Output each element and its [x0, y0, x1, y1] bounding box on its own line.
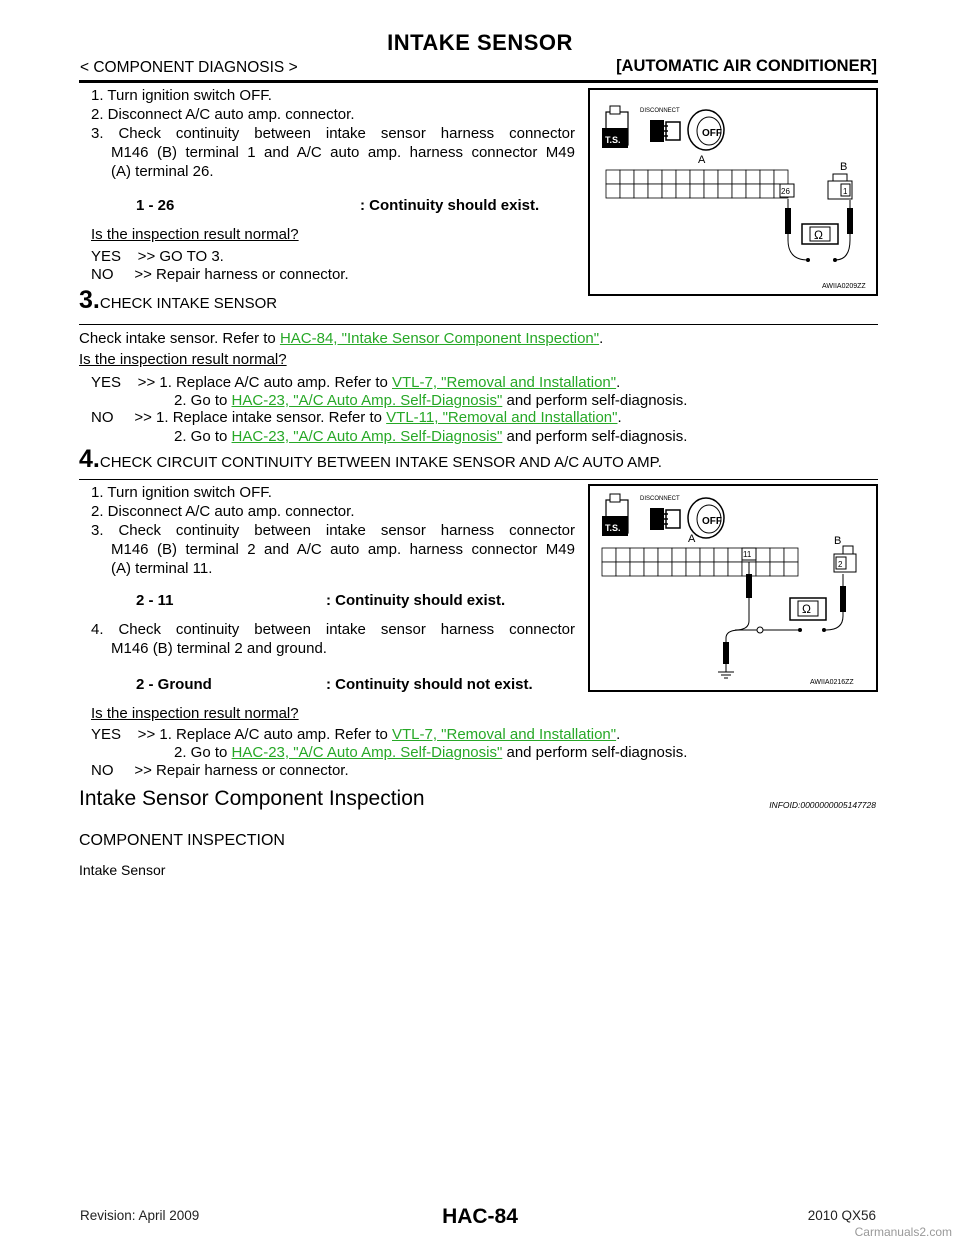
connector-b-pin: 2 [838, 560, 843, 569]
step3-heading [79, 286, 277, 315]
step4-spec2-result: : Continuity should not exist. [326, 676, 533, 693]
connector-a-grid [602, 548, 798, 576]
figure-code: AWIIA0216ZZ [810, 679, 854, 686]
connector-a-grid [606, 170, 788, 198]
step2-question: Is the inspection result normal? [91, 226, 299, 243]
step4-no: NO >> Repair harness or connector. [91, 762, 349, 779]
section-breadcrumb: < COMPONENT DIAGNOSIS > [80, 59, 298, 76]
ground-icon [718, 672, 734, 678]
vehicle-model: 2010 QX56 [807, 1208, 876, 1223]
step2-item-3-cont: M146 (B) terminal 1 and A/C auto amp. harness connector M49 [111, 144, 575, 161]
step4-item-1: 1. Turn ignition switch OFF. [91, 484, 272, 501]
link-vtl7-removal-2[interactable]: VTL-7, "Removal and Installation" [392, 726, 617, 743]
step3-check: Check intake sensor. Refer to HAC-84, "Intake Sensor Component Inspection". [79, 330, 604, 347]
step3-no-1: NO >> 1. Replace intake sensor. Refer to VTL-11, "Removal and Installation". [91, 409, 622, 426]
figure-code: AWIIA0209ZZ [822, 283, 866, 290]
info-id: INFOID:0000000005147728 [769, 800, 876, 810]
step2-yes: YES >> GO TO 3. [91, 248, 224, 265]
component-heading: Intake Sensor Component Inspection [79, 787, 425, 810]
step4-item-2: 2. Disconnect A/C auto amp. connector. [91, 503, 355, 520]
step3-rule [79, 324, 878, 325]
link-hac23-self-diag[interactable]: HAC-23, "A/C Auto Amp. Self-Diagnosis" [231, 392, 503, 409]
step2-spec-terminals: 1 - 26 [136, 197, 175, 214]
link-vtl7-removal[interactable]: VTL-7, "Removal and Installation" [392, 374, 617, 391]
link-hac23-self-diag-2[interactable]: HAC-23, "A/C Auto Amp. Self-Diagnosis" [231, 428, 503, 445]
disconnect-label: DISCONNECT [640, 496, 680, 502]
wiring-diagram-2 [590, 486, 876, 690]
link-intake-sensor-inspection[interactable]: HAC-84, "Intake Sensor Component Inspection" [279, 330, 600, 347]
step3-yes-2: 2. Go to HAC-23, "A/C Auto Amp. Self-Diagnosis" and perform self-diagnosis. [174, 392, 688, 409]
step4-spec1-result: : Continuity should exist. [326, 592, 506, 609]
step4-heading [79, 445, 662, 474]
step4-question: Is the inspection result normal? [91, 705, 299, 722]
ohmmeter-icon [802, 224, 838, 262]
step2-item-3: 3. Check continuity between intake sensor harness connector [91, 125, 575, 142]
step4-item-4-cont: M146 (B) terminal 2 and ground. [111, 640, 327, 657]
step4-item-3-cont: M146 (B) terminal 2 and A/C auto amp. harness connector M49 [111, 541, 575, 558]
step2-item-2: 2. Disconnect A/C auto amp. connector. [91, 106, 355, 123]
watermark: Carmanuals2.com [854, 1225, 952, 1239]
svg-text:T.S.: T.S. [605, 523, 621, 533]
ignition-key-off-icon [688, 110, 724, 150]
connector-a-label: A [698, 154, 706, 166]
disconnect-connector-icon [650, 508, 680, 530]
connector-b-pin: 1 [843, 187, 848, 196]
link-hac23-self-diag-3[interactable]: HAC-23, "A/C Auto Amp. Self-Diagnosis" [231, 744, 503, 761]
step3-yes-1: YES >> 1. Replace A/C auto amp. Refer to VTL-7, "Removal and Installation". [91, 374, 621, 391]
step4-yes-1: YES >> 1. Replace A/C auto amp. Refer to VTL-7, "Removal and Installation". [91, 726, 621, 743]
link-vtl11-removal[interactable]: VTL-11, "Removal and Installation" [386, 409, 618, 426]
step4-item-4: 4. Check continuity between intake sensor harness connector [91, 621, 575, 638]
step2-item-1: 1. Turn ignition switch OFF. [91, 87, 272, 104]
step2-no: NO >> Repair harness or connector. [91, 266, 349, 283]
component-label: Intake Sensor [79, 862, 166, 878]
wiring-figure-1 [588, 88, 878, 296]
step3-question: Is the inspection result normal? [79, 351, 287, 368]
svg-text:Ω: Ω [802, 602, 811, 616]
revision-date: Revision: April 2009 [80, 1208, 200, 1223]
step4-spec2-terminals: 2 - Ground [136, 676, 212, 693]
connector-a-pin: 11 [743, 550, 752, 559]
ohmmeter-icon [763, 598, 826, 632]
step4-title: CHECK CIRCUIT CONTINUITY BETWEEN INTAKE SENSOR AND A/C AUTO AMP. [99, 454, 662, 471]
system-label: [AUTOMATIC AIR CONDITIONER] [616, 57, 877, 75]
page-title: INTAKE SENSOR [387, 30, 573, 55]
wiring-diagram-1 [590, 90, 876, 294]
step4-yes-2: 2. Go to HAC-23, "A/C Auto Amp. Self-Diagnosis" and perform self-diagnosis. [174, 744, 688, 761]
step4-spec1-terminals: 2 - 11 [136, 592, 174, 609]
ts-tool-icon [602, 494, 628, 536]
step2-spec-result: : Continuity should exist. [360, 197, 540, 214]
disconnect-connector-icon [650, 120, 680, 142]
wiring-figure-2 [588, 484, 878, 692]
step4-item-3-cont2: (A) terminal 11. [111, 560, 213, 577]
svg-text:OFF: OFF [702, 516, 722, 527]
ts-tool-icon [602, 106, 628, 148]
ignition-key-off-icon [688, 498, 724, 538]
step3-number: 3. [79, 286, 100, 314]
step2-item-3-cont2: (A) terminal 26. [111, 163, 214, 180]
step3-title: CHECK INTAKE SENSOR [99, 295, 278, 312]
step3-no-2: 2. Go to HAC-23, "A/C Auto Amp. Self-Diagnosis" and perform self-diagnosis. [174, 428, 688, 445]
connector-a-label: A [688, 533, 696, 545]
svg-text:Ω: Ω [814, 228, 823, 242]
step4-rule [79, 479, 878, 480]
component-subheading: COMPONENT INSPECTION [79, 832, 285, 849]
connector-b-label: B [840, 161, 848, 173]
step4-number: 4. [79, 445, 100, 473]
connector-b-label: B [834, 535, 842, 547]
disconnect-label: DISCONNECT [640, 108, 680, 114]
svg-text:OFF: OFF [702, 128, 722, 139]
connector-a-pin: 26 [781, 187, 790, 196]
step4-item-3: 3. Check continuity between intake sensor harness connector [91, 522, 575, 539]
header-rule [79, 80, 878, 83]
ts-label: T.S. [605, 135, 621, 145]
page-number: HAC-84 [442, 1205, 518, 1228]
